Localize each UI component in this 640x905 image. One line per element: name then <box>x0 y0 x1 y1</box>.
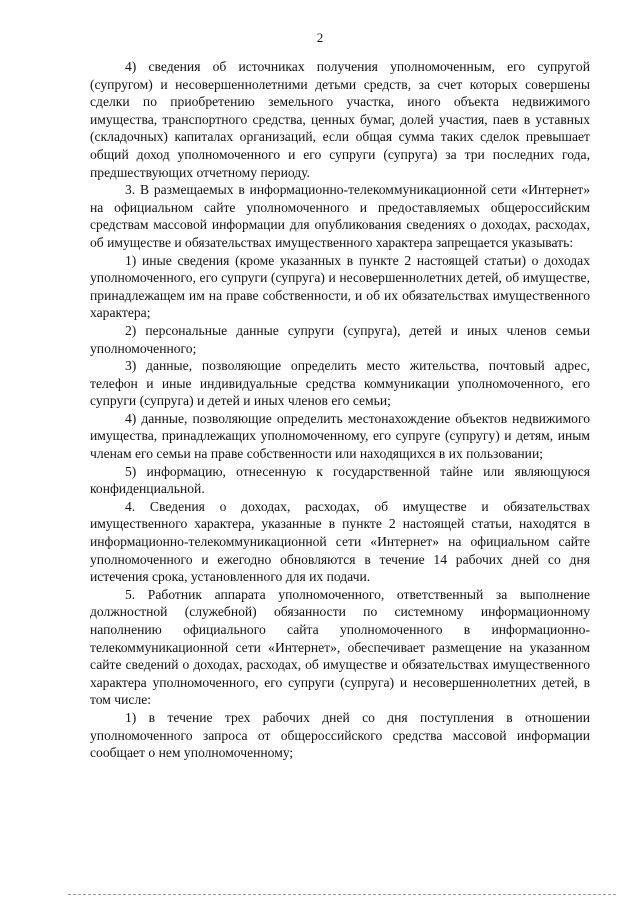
paragraph-3-item-5: 5) информацию, отнесенную к государственной тайне или являющуюся конфиденциальной. <box>90 463 590 497</box>
paragraph-3-item-2: 2) персональные данные супруги (супруга), детей и иных членов семьи уполномоченного; <box>90 322 590 356</box>
paragraph-3-item-1: 1) иные сведения (кроме указанных в пункте 2 настоящей статьи) о доходах уполномоченного, его супруги (супруга) и несовершеннолетних детей, об имуществе, принадлежащем им на праве собственности, и об их обязательствах имущественного характера; <box>90 252 590 321</box>
paragraph-5-item-1: 1) в течение трех рабочих дней со дня поступления в отношении уполномоченного запроса от общероссийского средства массовой информации сообщает о нем уполномоченному; <box>90 709 590 761</box>
paragraph-4-publication: 4. Сведения о доходах, расходах, об имуществе и обязательствах имущественного характера, указанные в пункте 2 настоящей статьи, находятся в информационно-телекоммуникационной сети «Интернет» на официальном сайте уполномоченного и ежегодно обновляются в течение 14 рабочих дней со дня истечения срока, установленного для их подачи. <box>90 498 590 585</box>
paragraph-3-prohibited-info: 3. В размещаемых в информационно-телекоммуникационной сети «Интернет» на официальном сайте уполномоченного и предоставляемых общероссийским средствам массовой информации для опубликования сведениях о доходах, расходах, об имуществе и обязательствах имущественного характера запрещается указывать: <box>90 182 590 250</box>
paragraph-5-responsible-employee: 5. Работник аппарата уполномоченного, ответственный за выполнение должностной (служебной) обязанности по системному информационному наполнению официального сайта уполномоченного в информационно-телекоммуникационной сети «Интернет», обеспечивает размещение на указанном сайте сведений о доходах, расходах, об имуществе и обязательствах имущественного характера уполномоченного, его супруги (супруга) и несовершеннолетних детей, в том числе: <box>90 586 590 708</box>
paragraph-sources-of-funds: 4) сведения об источниках получения уполномоченным, его супругой (супругом) и несовершеннолетними детьми средств, за счет которых совершены сделки по приобретению земельного участка, иного объекта недвижимого имущества, транспортного средства, ценных бумаг, долей участия, паев в уставных (складочных) капиталах организаций, если общая сумма таких сделок превышает общий доход уполномоченного и его супруги (супруга) за три последних года, предшествующих отчетному периоду. <box>90 59 590 180</box>
paragraph-3-item-4: 4) данные, позволяющие определить местонахождение объектов недвижимого имущества, принадлежащих уполномоченному, его супруге (супругу) и детям, иным членам его семьи на праве собственности или находящихся в их пользовании; <box>90 410 590 462</box>
page-number: 2 <box>316 30 324 45</box>
bottom-divider <box>68 894 616 895</box>
paragraph-3-item-3: 3) данные, позволяющие определить место жительства, почтовый адрес, телефон и иные индивидуальные средства коммуникации уполномоченного, его супруги (супруга) и детей и иных членов его семьи; <box>90 358 590 409</box>
document-body <box>90 58 590 762</box>
